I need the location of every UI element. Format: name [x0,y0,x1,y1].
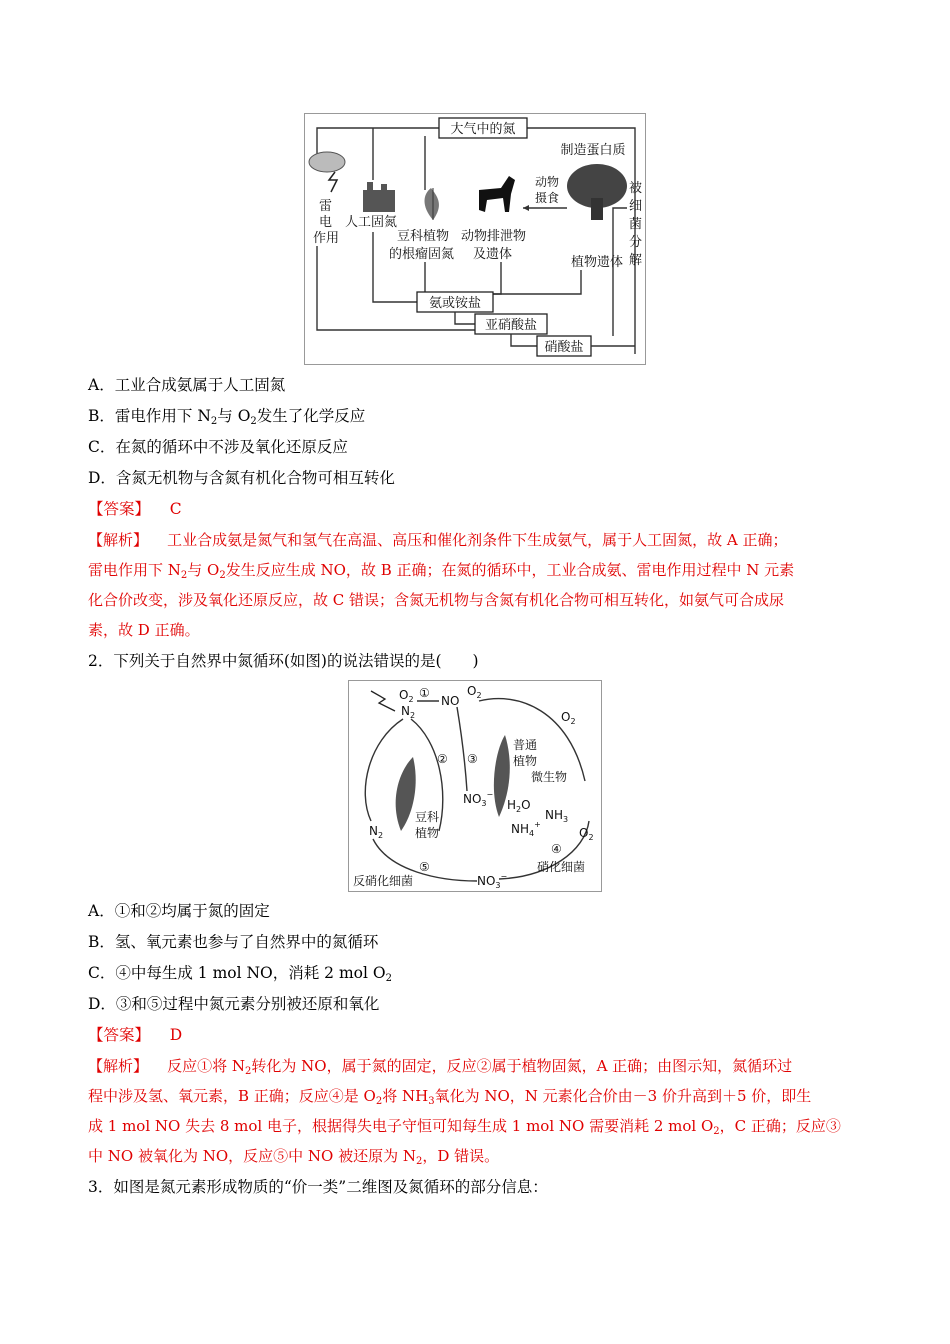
q2-option-d: D．③和⑤过程中氮元素分别被还原和氧化 [88,995,380,1013]
legume-plant-icon [425,188,439,220]
q1-analysis-line-2: 雷电作用下 $N_2$与 $O_2$发生反应生成 NO，故 B 正确；在氮的循环中，工业合成氨、雷电作用过程中 N 元素 [88,561,795,581]
q3-stem: 3．如图是氮元素形成物质的“价一类”二维图及氮循环的部分信息： [88,1178,548,1196]
label-plant-1: 普通 [513,738,538,752]
q2-analysis-line-4: 中 NO 被氧化为 NO，反应⑤中 NO 被还原为 $N_2$，D 错误。 [88,1147,500,1167]
label-denitrifying: 反硝化细菌 [353,874,414,888]
q1-option-b: B．雷电作用下 $N_2$与 $O_2$发生了化学反应 [88,407,366,427]
label-plant-2: 植物 [513,754,538,768]
label-circle-2: ② [437,752,448,766]
label-decompose-3: 菌 [629,217,643,232]
factory-icon [363,190,395,212]
svg-text:NH3: $NH_3$ [545,808,569,824]
q2-option-c: C．④中每生成 1 mol NO，消耗 2 mol $O_2$ [88,964,392,984]
lightning-icon [329,172,337,192]
label-decompose-4: 分 [629,235,643,250]
q2-analysis-line-1: 【解析】 反应①将 $N_2$转化为 NO，属于氮的固定，反应②属于植物固氮，A 正确；由图示知，氮循环过 [88,1057,793,1077]
svg-text:N2: $N_2$ [369,824,384,840]
label-excreta-2: 及遗体 [473,247,513,262]
nitrogen-cycle-figure-2 [348,680,602,892]
label-plant-3: 微生物 [531,770,568,784]
label-atmosphere: 大气中的氮 [450,122,516,137]
label-plant-remains: 植物遗体 [571,255,624,270]
label-lightning-1: 雷 [319,199,333,214]
label-legume-1: 豆科植物 [397,229,450,244]
q1-answer: 【答案】 C [88,500,182,518]
q2-analysis-line-2: 程中涉及氢、氧元素，B 正确；反应④是 $O_2$将 $NH_3$氧化为 NO，N 元素化合价由－3 价升高到＋5 价，即生 [88,1087,812,1107]
label-nitrifying: 硝化细菌 [537,860,586,874]
label-decompose-1: 被 [629,181,643,196]
q2-option-b: B．氢、氧元素也参与了自然界中的氮循环 [88,933,379,951]
label-animal-eat-2: 摄食 [535,191,560,205]
horse-icon [479,176,515,212]
q1-analysis-line-1: 【解析】 工业合成氨是氮气和氢气在高温、高压和催化剂条件下生成氨气，属于人工固氮，故 A 正确； [88,531,788,549]
label-circle-3: ③ [467,752,478,766]
q1-analysis-line-3: 化合价改变，涉及氧化还原反应，故 C 错误；含氮无机物与含氮有机化合物可相互转化，如氨气可合成尿 [88,591,785,609]
label-no-top: NO [441,694,460,708]
svg-text:O2: $O_2$ [579,826,594,842]
label-decompose-5: 解 [629,253,643,268]
cloud-icon [309,152,345,172]
q2-analysis-line-3: 成 1 mol NO 失去 8 mol 电子，根据得失电子守恒可知每生成 1 mol NO 需要消耗 2 mol $O_2$，C 正确；反应③ [88,1117,841,1137]
svg-text:O2: $O_2$ [561,710,576,726]
label-circle-1: ① [419,686,430,700]
label-circle-5: ⑤ [419,860,430,874]
svg-text:N2: $N_2$ [401,704,416,720]
svg-text:NH4+: $NH_4^+$ [511,820,541,838]
label-lightning-2: 电 [319,215,333,230]
label-legume-2: 的根瘤固氮 [389,247,455,262]
label-nitrate: 硝酸盐 [544,340,584,355]
svg-text:H2O: $H_2O$ [507,798,531,814]
q2-stem: 2．下列关于自然界中氮循环(如图)的说法错误的是( ) [88,652,479,670]
q1-option-a: A．工业合成氨属于人工固氮 [88,376,286,394]
svg-text:O2: $O_2$ [467,684,482,700]
label-circle-4: ④ [551,842,562,856]
label-protein: 制造蛋白质 [560,143,626,158]
legume-plant-icon [396,757,416,831]
q2-answer: 【答案】 D [88,1026,183,1044]
label-decompose-2: 细 [629,199,643,214]
q1-option-d: D．含氮无机物与含氮有机化合物可相互转化 [88,469,395,487]
q2-option-a: A．①和②均属于氮的固定 [88,902,270,920]
q1-analysis-line-4: 素，故 D 正确。 [88,621,200,639]
q1-option-c: C．在氮的循环中不涉及氧化还原反应 [88,438,348,456]
svg-text:NO3−: $NO_3^-$ [477,872,508,890]
nitrogen-cycle-figure-1 [304,113,646,365]
label-excreta-1: 动物排泄物 [461,229,527,244]
label-animal-eat-1: 动物 [535,175,560,189]
svg-text:NO3−: $NO_3^-$ [463,790,494,808]
lightning-icon [371,691,395,711]
label-artificial: 人工固氮 [345,215,398,230]
label-nitrite: 亚硝酸盐 [484,318,538,333]
label-legume-2: 植物 [415,826,440,840]
label-lightning-3: 作用 [313,231,340,246]
label-ammonia: 氨或铵盐 [428,296,482,311]
label-legume-1: 豆科 [415,810,440,824]
svg-text:O2: $O_2$ [399,688,414,704]
